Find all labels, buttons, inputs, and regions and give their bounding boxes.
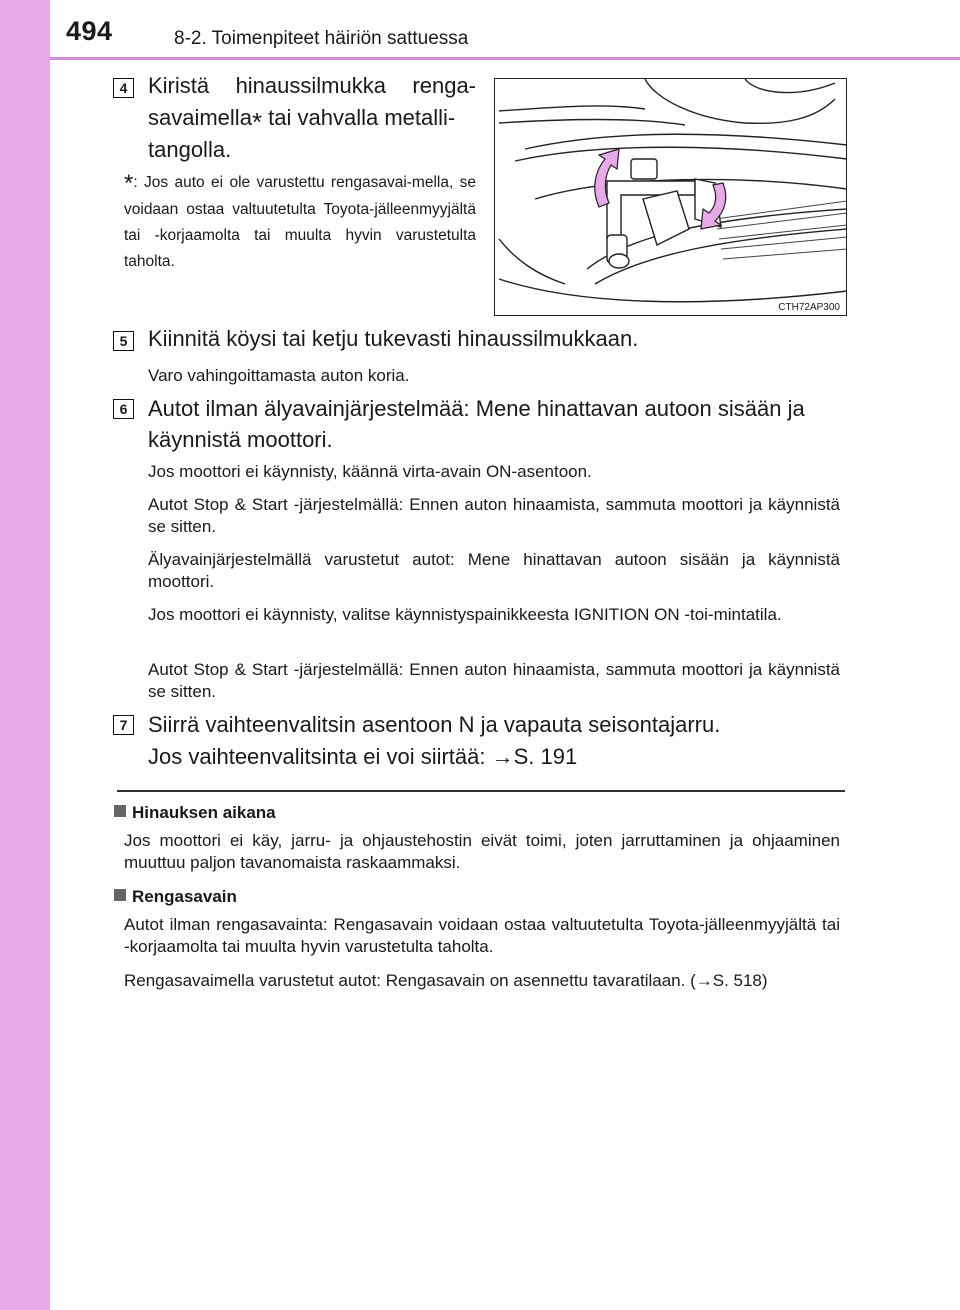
step-4-line2 — [148, 102, 476, 138]
bullet-square-icon — [114, 889, 126, 901]
section-divider — [117, 790, 845, 792]
wrench-text-2: Rengasavaimella varustetut autot: Rengasavain on asennettu tavaratilaan. (→S. 518) — [124, 971, 768, 990]
footnote-marker: * — [124, 170, 134, 197]
step-number-5: 5 — [113, 331, 134, 351]
towing-heading-text: Hinauksen aikana — [132, 803, 276, 822]
step-5-title: Kiinnitä köysi tai ketju tukevasti hinaussilmukkaan. — [148, 326, 639, 351]
wrench-heading — [114, 887, 237, 907]
step-6-text-4: Jos moottori ei käynnisty, valitse käynnistyspainikkeesta IGNITION ON -toi-mintatila. — [148, 605, 782, 624]
footnote-text: Jos auto ei ole varustettu rengasavai-mella, se voidaan ostaa valtuutetulta Toyota-jälleenmyyjältä tai -korjaamolta tai muulta hyvin varustetulta taholta. — [124, 174, 476, 270]
page-number: 494 — [66, 16, 113, 46]
step-number-7: 7 — [113, 715, 134, 735]
step-6-line1: Autot ilman älyavainjärjestelmää: Mene hinattavan autoon sisään ja — [148, 396, 805, 421]
step-number-6: 6 — [113, 399, 134, 419]
asterisk-mark: * — [251, 107, 263, 137]
towing-text: Jos moottori ei käy, jarru- ja ohjaustehostin eivät toimi, joten jarruttaminen ja ohjaaminen muuttuu paljon tavanomaista raskaammaksi. — [124, 831, 840, 872]
bullet-square-icon — [114, 805, 126, 817]
step-7-line2: Jos vaihteenvalitsinta ei voi siirtää: →S. 191 — [148, 744, 578, 769]
towing-heading — [114, 803, 276, 823]
step-6-text-1: Jos moottori ei käynnisty, käännä virta-avain ON-asentoon. — [148, 462, 592, 481]
wrench-text-1: Autot ilman rengasavainta: Rengasavain voidaan ostaa valtuutetulta Toyota-jälleenmyyjältä tai -korjaamolta tai muulta hyvin varustetulta taholta. — [124, 915, 840, 956]
step-7-line1: Siirrä vaihteenvalitsin asentoon N ja vapauta seisontajarru. — [148, 712, 721, 737]
wrench-heading-text: Rengasavain — [132, 887, 237, 906]
step-4-line1: Kiristä hinaussilmukka renga- — [148, 73, 476, 98]
step-6-line2: käynnistä moottori. — [148, 427, 333, 452]
step-5-text: Varo vahingoittamasta auton koria. — [148, 366, 410, 385]
footnote — [124, 170, 476, 275]
step-4-line2a: savaimella — [148, 105, 252, 130]
side-color-band — [0, 0, 50, 1310]
step-6-text-5: Autot Stop & Start -järjestelmällä: Ennen auton hinaamista, sammuta moottori ja käynnistä se sitten. — [148, 660, 840, 701]
step-4-line2b: tai vahvalla metalli- — [262, 105, 456, 130]
step-number-4: 4 — [113, 78, 134, 98]
step-6-text-2: Autot Stop & Start -järjestelmällä: Ennen auton hinaamista, sammuta moottori ja käynnistä se sitten. — [148, 495, 840, 536]
step-6-text-3: Älyavainjärjestelmällä varustetut autot: Mene hinattavan autoon sisään ja käynnistä moottori. — [148, 550, 840, 591]
footnote-colon: : — [133, 174, 138, 191]
bumper-drawing — [495, 79, 847, 316]
step-4-line3: tangolla. — [148, 137, 232, 162]
header-rule — [50, 57, 960, 60]
figure-code: CTH72AP300 — [778, 302, 840, 313]
section-title: 8-2. Toimenpiteet häiriön sattuessa — [174, 28, 469, 49]
tow-eye-illustration — [494, 78, 847, 316]
